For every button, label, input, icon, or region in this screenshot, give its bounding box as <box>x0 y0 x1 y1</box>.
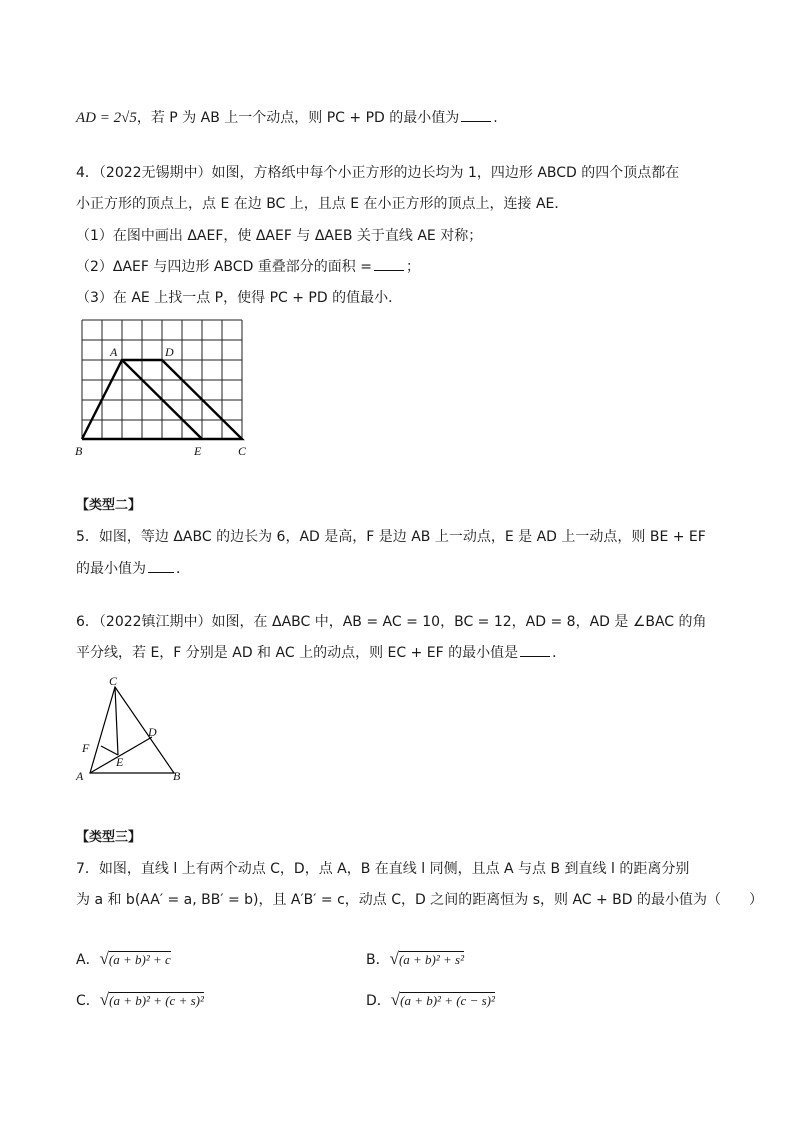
q4-sub2-end: ； <box>405 259 420 275</box>
option-b[interactable] <box>366 950 464 969</box>
q4-sub2-text: （2）ΔAEF 与四边形 ABCD 重叠部分的面积 = <box>76 259 372 275</box>
sqrt-icon: √ <box>389 949 399 968</box>
option-a[interactable] <box>76 950 171 969</box>
q4-line2: 小正方形的顶点上，点 E 在边 BC 上，且点 E 在小正方形的顶点上，连接 AE． <box>76 196 569 212</box>
answer-blank[interactable] <box>461 109 491 122</box>
option-a-label: A． <box>76 952 100 968</box>
q5-line2-text: 的最小值为 <box>76 561 146 577</box>
label-a: A <box>76 769 84 783</box>
answer-blank[interactable] <box>374 258 404 271</box>
q5-line1: 5．如图，等边 ΔABC 的边长为 6，AD 是高，F 是边 AB 上一动点，E 是 AD 上一动点，则 BE + EF <box>76 529 706 545</box>
answer-blank[interactable] <box>148 560 174 573</box>
sqrt-icon: √ <box>390 990 401 1009</box>
label-d: D <box>148 725 157 739</box>
sqrt-icon: √ <box>99 949 109 968</box>
q5-line2 <box>76 560 190 578</box>
option-b-label: B． <box>366 952 390 968</box>
label-e: E <box>194 444 202 458</box>
label-a: A <box>110 345 118 359</box>
option-c[interactable] <box>76 991 204 1010</box>
q4-sub2 <box>76 258 420 276</box>
grid-lines <box>82 320 242 439</box>
label-c: C <box>238 444 247 458</box>
answer-blank[interactable] <box>520 644 550 657</box>
q7-line1: 7．如图，直线 l 上有两个动点 C，D，点 A，B 在直线 l 同侧，且点 A 与点 B 到直线 l 的距离分别 <box>76 861 690 877</box>
q4-grid-figure <box>72 312 262 462</box>
q6-line2 <box>76 644 566 662</box>
type2-heading: 【类型二】 <box>76 498 142 513</box>
label-b: B <box>75 444 83 458</box>
q6-line1: 6．（2022镇江期中）如图，在 ΔABC 中，AB = AC = 10，BC = 12，AD = 8，AD 是 ∠BAC 的角 <box>76 614 707 630</box>
option-a-expr: (a + b)² + c <box>108 952 171 967</box>
q3-math: AD = 2√5 <box>76 110 137 126</box>
option-c-label: C． <box>76 993 100 1009</box>
option-b-expr: (a + b)² + s² <box>398 952 465 967</box>
q7-line2: 为 a 和 b(AA′ = a, BB′ = b)，且 A′B′ = c，动点 C，D 之间的距离恒为 s，则 AC + BD 的最小值为（ ） <box>76 892 764 908</box>
q4-sub3: （3）在 AE 上找一点 P，使得 PC + PD 的值最小． <box>76 290 403 306</box>
q6-triangle-figure <box>72 672 202 787</box>
option-d-expr: (a + b)² + (c − s)² <box>400 993 495 1008</box>
q4-line1: 4．（2022无锡期中）如图，方格纸中每个小正方形的边长均为 1，四边形 ABCD 的四个顶点都在 <box>76 165 680 181</box>
option-c-expr: (a + b)² + (c + s)² <box>109 993 204 1008</box>
q5-line2-end: ． <box>176 561 190 577</box>
label-b: B <box>173 769 181 783</box>
q6-line2-text: 平分线，若 E，F 分别是 AD 和 AC 上的动点，则 EC + EF 的最小值是 <box>76 645 519 661</box>
q3-tail-line <box>76 109 498 127</box>
option-d-label: D． <box>366 993 391 1009</box>
label-e: E <box>116 755 124 769</box>
segment-fe <box>101 746 118 755</box>
option-d[interactable] <box>366 991 495 1010</box>
sqrt-icon: √ <box>99 990 110 1009</box>
triangle-abc <box>90 687 174 773</box>
label-f: F <box>82 741 90 755</box>
label-d: D <box>165 345 174 359</box>
q6-line2-end: ． <box>552 645 567 661</box>
segment-ce <box>115 687 118 755</box>
q3-text: ，若 P 为 AB 上一个动点，则 PC + PD 的最小值为 <box>136 110 460 126</box>
label-c: C <box>109 674 118 688</box>
q4-sub1: （1）在图中画出 ΔAEF，使 ΔAEF 与 ΔAEB 关于直线 AE 对称； <box>76 228 483 244</box>
type3-heading: 【类型三】 <box>76 830 142 845</box>
q3-end: . <box>493 110 498 126</box>
